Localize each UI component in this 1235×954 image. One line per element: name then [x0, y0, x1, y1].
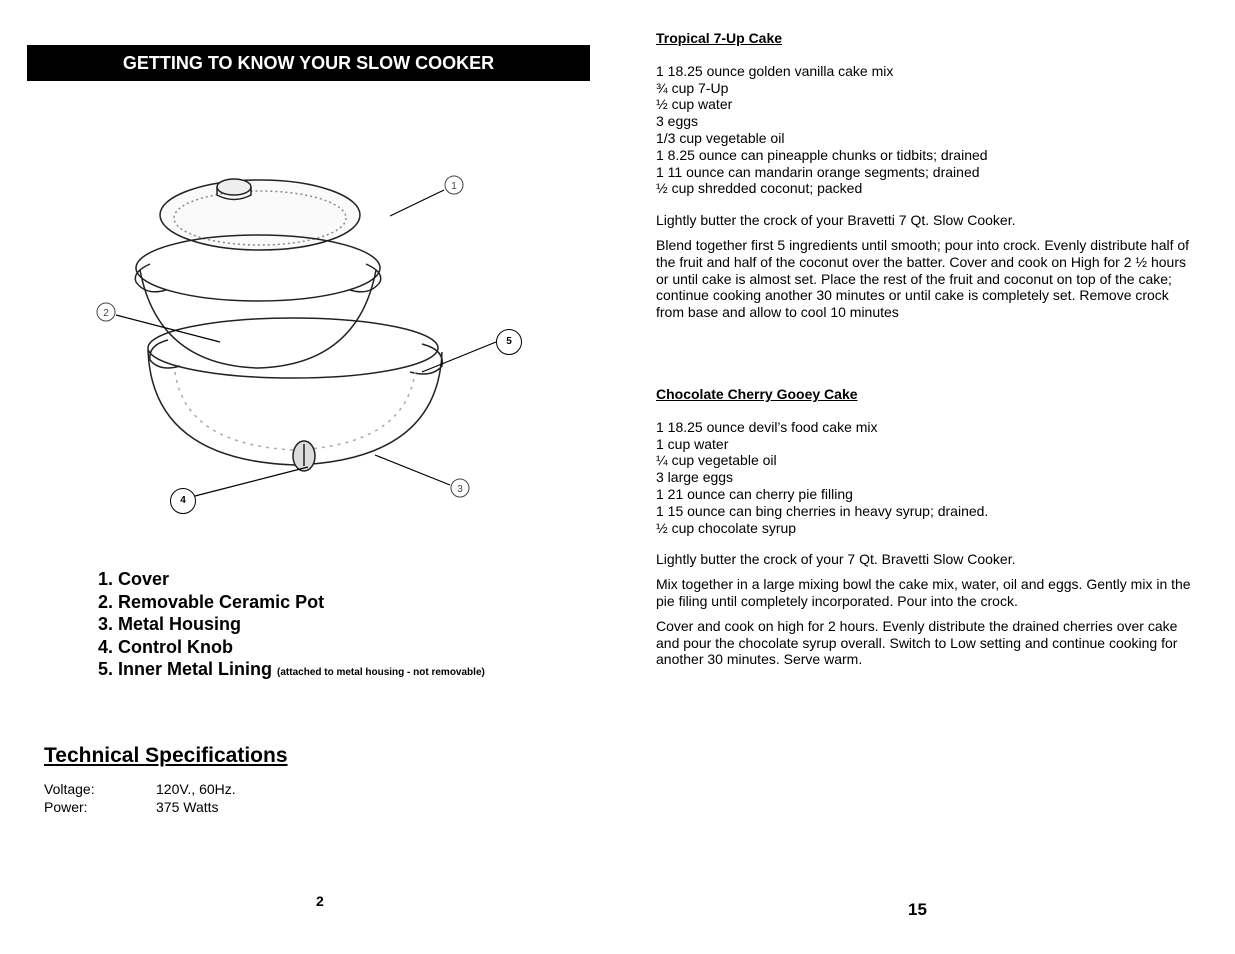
- part-item-ceramic-pot: 2. Removable Ceramic Pot: [98, 591, 325, 612]
- ingredient-item: 1 18.25 ounce golden vanilla cake mix: [656, 62, 894, 79]
- recipe-title: Tropical 7-Up Cake: [656, 30, 783, 46]
- instruction-paragraph: Lightly butter the crock of your Bravetti 7 Qt. Slow Cooker.: [656, 212, 1016, 229]
- section-banner: GETTING TO KNOW YOUR SLOW COOKER: [27, 45, 590, 81]
- ingredient-item: 1 8.25 ounce can pineapple chunks or tidbits; drained: [656, 146, 988, 163]
- slow-cooker-drawing: [70, 160, 530, 520]
- parts-list: [98, 568, 485, 685]
- ingredient-item: 1 18.25 ounce devil’s food cake mix: [656, 418, 878, 435]
- page-number-right: 15: [908, 900, 927, 919]
- part-item-control-knob: 4. Control Knob: [98, 636, 233, 657]
- instruction-paragraph: Lightly butter the crock of your 7 Qt. Bravetti Slow Cooker.: [656, 551, 1016, 568]
- ingredient-list: [656, 419, 1196, 537]
- part-note: (attached to metal housing - not removable): [277, 667, 485, 678]
- ingredient-item: ½ cup shredded coconut; packed: [656, 180, 863, 197]
- ingredient-item: 1 21 ounce can cherry pie filling: [656, 485, 853, 502]
- spec-value: 375 Watts: [156, 799, 219, 815]
- drawing-marker-1: 1: [451, 181, 457, 192]
- instruction-paragraph: Blend together first 5 ingredients until smooth; pour into crock. Evenly distribute half of the fruit and half of the coconut over the batter. Cover and cook on High for 2 ½ hours or until cake is almost set. Place the rest of the fruit and coconut on top of the cake; continue cooking another 30 minutes or until cake is completely set. Remove crock from base and allow to cool 10 minutes: [656, 236, 1190, 321]
- instruction-paragraph: Mix together in a large mixing bowl the cake mix, water, oil and eggs. Gently mix in the pie filing until completely incorporated. Pour into the crock.: [656, 576, 1191, 609]
- slow-cooker-illustration: [70, 160, 530, 520]
- ingredient-item: 3 eggs: [656, 113, 699, 130]
- spec-row-voltage: [44, 781, 236, 797]
- callout-4: 4: [170, 488, 196, 514]
- part-item-inner-lining-label: 5. Inner Metal Lining: [98, 659, 273, 679]
- ingredient-item: 1 11 ounce can mandarin orange segments; drained: [656, 163, 980, 180]
- instruction-paragraph: Cover and cook on high for 2 hours. Evenly distribute the drained cherries over cake and pour the chocolate syrup overall. Switch to Low setting and continue cooking for another 30 minutes. Serve warm.: [656, 617, 1178, 668]
- spec-label: Voltage:: [44, 781, 95, 797]
- drawing-marker-2: 2: [103, 308, 109, 319]
- ingredient-list: [656, 63, 1196, 197]
- ingredient-item: ¼ cup vegetable oil: [656, 452, 777, 469]
- spec-label: Power:: [44, 799, 88, 815]
- ingredient-item: ¾ cup 7-Up: [656, 79, 729, 96]
- drawing-marker-3: 3: [457, 484, 463, 495]
- ingredient-item: 1 15 ounce can bing cherries in heavy syrup; drained.: [656, 502, 989, 519]
- recipe-title: Chocolate Cherry Gooey Cake: [656, 386, 858, 402]
- page-number-left: 2: [316, 893, 324, 909]
- recipe-chocolate-cherry: [656, 386, 1196, 668]
- recipe-tropical: [656, 30, 1196, 321]
- callout-5: 5: [496, 329, 522, 355]
- spec-value: 120V., 60Hz.: [156, 781, 236, 797]
- spec-title: Technical Specifications: [44, 744, 288, 767]
- part-item-metal-housing: 3. Metal Housing: [98, 614, 242, 634]
- ingredient-item: 1 cup water: [656, 435, 729, 452]
- ingredient-item: 1/3 cup vegetable oil: [656, 129, 785, 146]
- ingredient-item: ½ cup chocolate syrup: [656, 519, 797, 536]
- spec-row-power: [44, 799, 219, 815]
- ingredient-item: ½ cup water: [656, 96, 733, 113]
- part-item-inner-lining: [98, 658, 485, 685]
- part-item-cover: 1. Cover: [98, 569, 170, 589]
- ingredient-item: 3 large eggs: [656, 469, 734, 486]
